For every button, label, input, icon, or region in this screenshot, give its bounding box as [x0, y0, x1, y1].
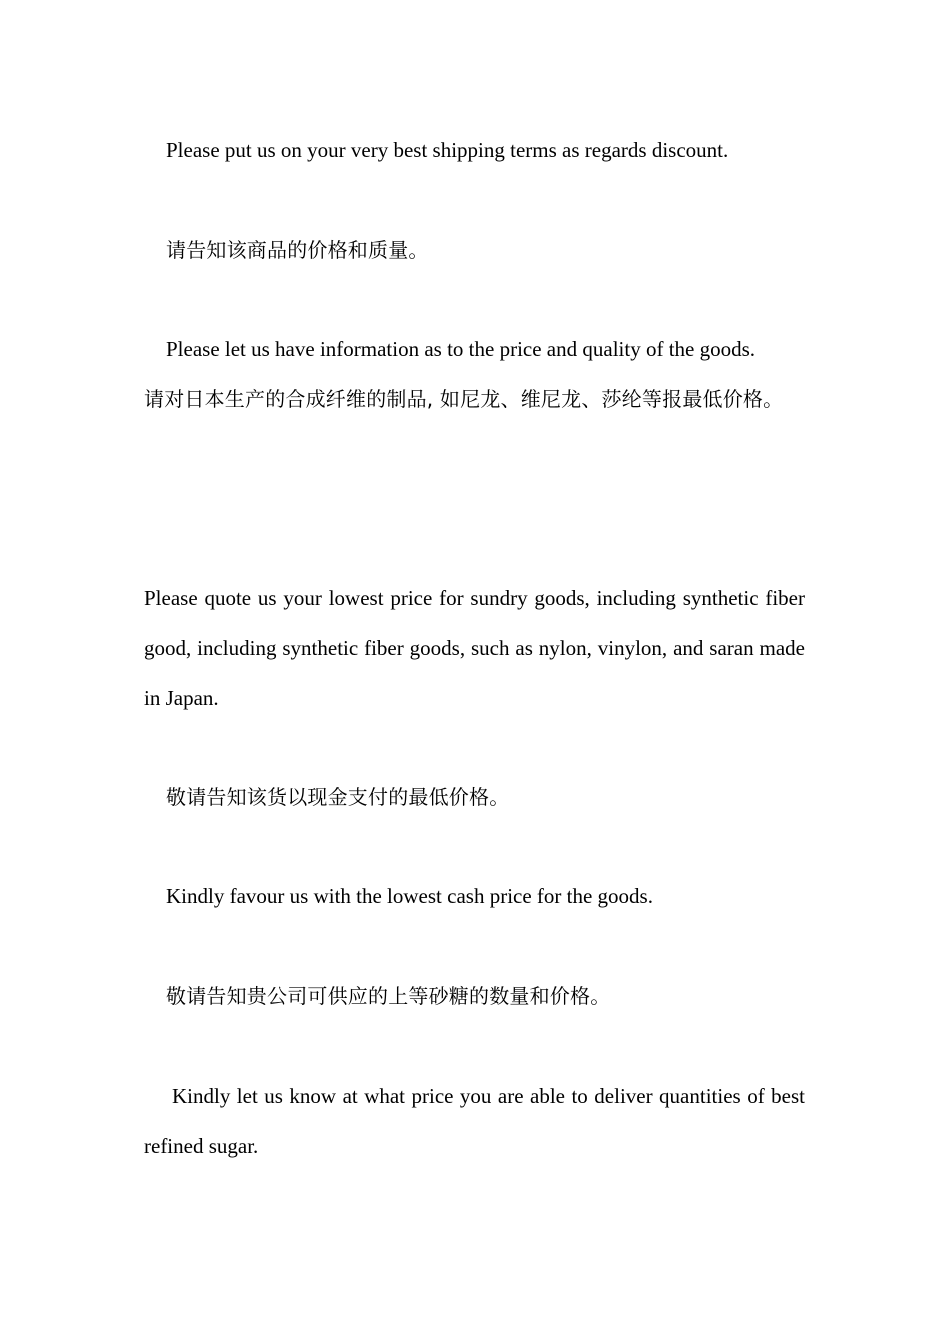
paragraph-price-quality-en: Please let us have information as to the price and quality of the goods.	[166, 337, 756, 361]
paragraph-shipping-terms: Please put us on your very best shipping terms as regards discount.	[166, 138, 729, 162]
paragraph-refined-sugar-cn: 敬请告知贵公司可供应的上等砂糖的数量和价格。	[166, 984, 611, 1008]
paragraph-synthetic-fiber-cn: 请对日本生产的合成纤维的制品, 如尼龙、维尼龙、莎纶等报最低价格。	[144, 387, 784, 411]
paragraph-refined-sugar-en: Kindly let us know at what price you are able to deliver quantities of best refined sugar.	[144, 1084, 805, 1158]
paragraph-price-quality-cn: 请告知该商品的价格和质量。	[166, 238, 429, 262]
paragraph-cash-price-en: Kindly favour us with the lowest cash price for the goods.	[166, 884, 653, 908]
paragraph-synthetic-fiber-en: Please quote us your lowest price for sundry goods, including synthetic fiber good, including synthetic fiber goods, such as nylon, vinylon, and saran made in Japan.	[144, 586, 805, 710]
paragraph-cash-price-cn: 敬请告知该货以现金支付的最低价格。	[166, 785, 510, 809]
